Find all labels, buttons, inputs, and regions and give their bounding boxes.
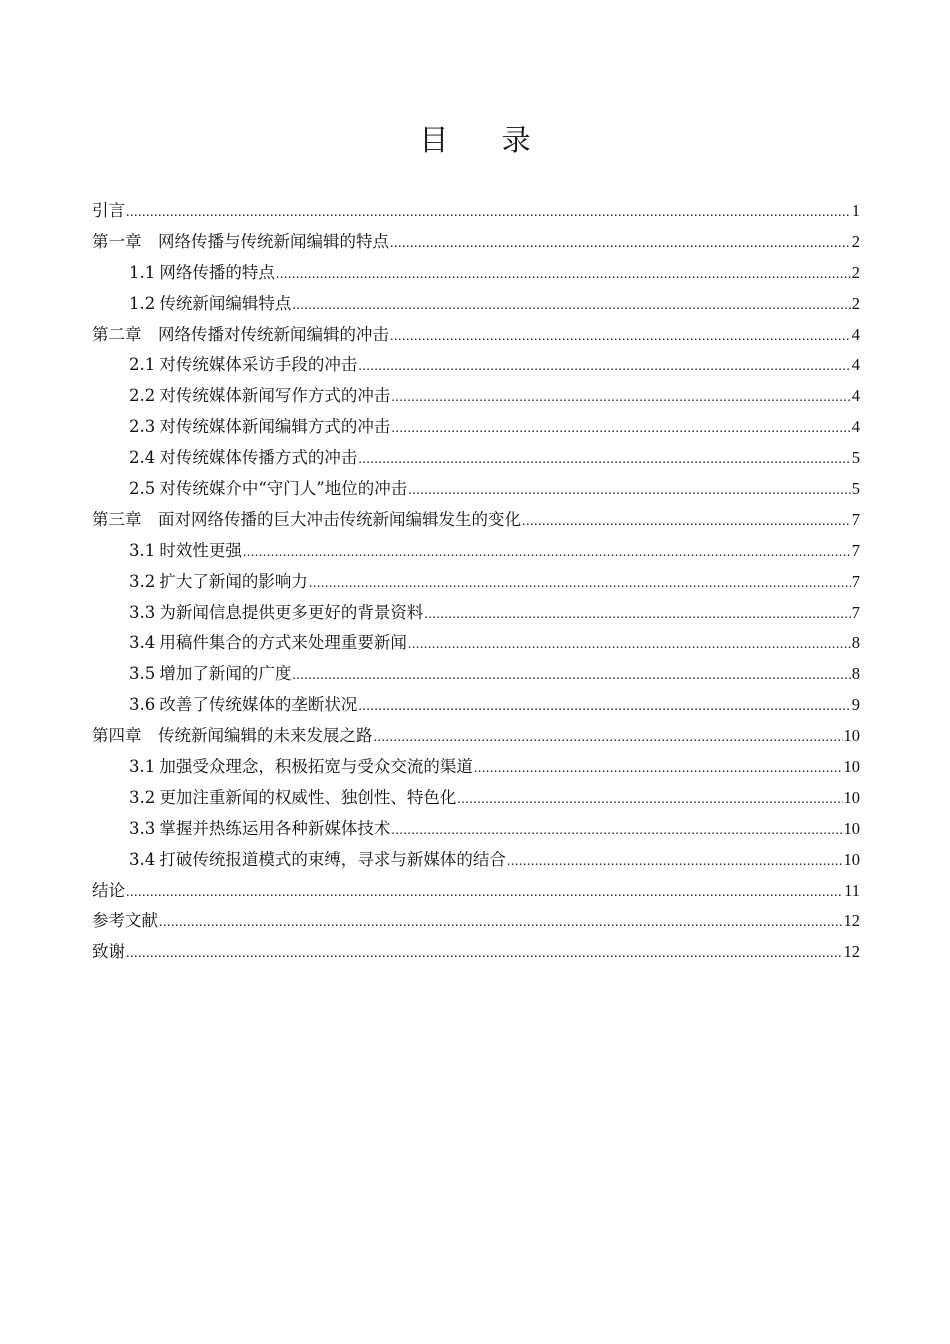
toc-section-number: 3.3 xyxy=(129,818,156,838)
toc-entry-text: 网络传播的特点 xyxy=(159,262,275,282)
toc-entry-text: 加强受众理念，积极拓宽与受众交流的渠道 xyxy=(159,757,473,777)
dot-leader xyxy=(391,414,850,445)
toc-section-entry[interactable] xyxy=(92,845,860,876)
toc-entry-text: 打破传统报道模式的束缚，寻求与新媒体的结合 xyxy=(159,849,506,869)
toc-page-number: 2 xyxy=(851,231,860,251)
toc-section-entry[interactable] xyxy=(92,258,860,289)
toc-section-entry[interactable] xyxy=(92,752,860,783)
toc-entry-text: 为新闻信息提供更多更好的背景资料 xyxy=(159,602,424,622)
toc-entry-text: 扩大了新闻的影响力 xyxy=(159,571,308,591)
dot-leader xyxy=(309,569,851,600)
toc-page-number: 10 xyxy=(843,757,860,777)
dot-leader xyxy=(292,661,850,692)
toc-section-entry[interactable] xyxy=(92,783,860,814)
dot-leader xyxy=(358,692,850,723)
toc-entry-text: 网络传播对传统新闻编辑的冲击 xyxy=(158,324,389,344)
toc-section-entry[interactable] xyxy=(92,598,860,629)
toc-entry-text: 对传统媒体传播方式的冲击 xyxy=(159,448,358,468)
toc-page-number: 8 xyxy=(851,664,860,684)
toc-page-number: 5 xyxy=(851,479,860,499)
dot-leader xyxy=(374,723,843,754)
toc-entry[interactable] xyxy=(92,876,860,907)
toc-section-number: 2.3 xyxy=(129,417,156,437)
toc-section-entry[interactable] xyxy=(92,814,860,845)
toc-entry-text: 掌握并热练运用各种新媒体技术 xyxy=(159,818,391,838)
toc-entry-text: 更加注重新闻的权威性、独创性、特色化 xyxy=(159,787,457,807)
toc-page-number: 8 xyxy=(851,633,860,653)
toc-entry-text: 参考文献 xyxy=(92,911,158,931)
dot-leader xyxy=(474,754,843,785)
toc-section-number: 1.1 xyxy=(129,262,156,282)
dot-leader xyxy=(424,600,850,631)
toc-entry-text: 传统新闻编辑特点 xyxy=(159,293,292,313)
toc-section-number: 2.5 xyxy=(129,479,156,499)
dot-leader xyxy=(243,538,851,569)
toc-section-number: 3.4 xyxy=(129,633,156,653)
dot-leader xyxy=(358,445,850,476)
toc-entry-text: 时效性更强 xyxy=(159,540,242,560)
dot-leader xyxy=(457,785,842,816)
toc-entry-text: 对传统媒体新闻编辑方式的冲击 xyxy=(159,417,391,437)
toc-entry-text: 用稿件集合的方式来处理重要新闻 xyxy=(159,633,407,653)
toc-page-number: 10 xyxy=(843,787,860,807)
toc-page-number: 4 xyxy=(851,417,860,437)
dot-leader xyxy=(126,939,843,970)
dot-leader xyxy=(522,507,851,538)
toc-section-number: 3.3 xyxy=(129,602,156,622)
toc-section-entry[interactable] xyxy=(92,659,860,690)
toc-chapter-entry[interactable] xyxy=(92,320,860,351)
toc-entry[interactable] xyxy=(92,937,860,968)
toc-chapter-entry[interactable] xyxy=(92,505,860,536)
toc-section-entry[interactable] xyxy=(92,443,860,474)
toc-section-entry[interactable] xyxy=(92,412,860,443)
toc-section-number: 3.2 xyxy=(129,571,156,591)
toc-entry-text: 结论 xyxy=(92,880,125,900)
dot-leader xyxy=(358,352,850,383)
toc-page-number: 12 xyxy=(843,911,860,931)
toc-entry-text: 面对网络传播的巨大冲击传统新闻编辑发生的变化 xyxy=(158,509,521,529)
toc-section-number: 2.1 xyxy=(129,355,156,375)
toc-entry[interactable] xyxy=(92,196,860,227)
toc-page-number: 7 xyxy=(851,509,860,529)
toc-page-number: 11 xyxy=(844,880,860,900)
toc-page-number: 10 xyxy=(843,818,860,838)
toc-entry-text: 对传统媒介中“守门人”地位的冲击 xyxy=(159,479,408,499)
toc-page-number: 1 xyxy=(851,201,860,220)
dot-leader xyxy=(276,260,851,291)
toc-chapter-label: 第二章 xyxy=(92,324,142,344)
toc-entry-text: 网络传播与传统新闻编辑的特点 xyxy=(158,231,389,251)
toc-page-number: 2 xyxy=(851,262,860,282)
toc-page-number: 4 xyxy=(851,324,860,344)
toc-page-number: 5 xyxy=(851,448,860,468)
toc-section-number: 3.5 xyxy=(129,664,156,684)
toc-entry-text: 对传统媒体采访手段的冲击 xyxy=(159,355,358,375)
toc-section-number: 2.2 xyxy=(129,386,156,406)
toc-section-number: 3.1 xyxy=(129,757,156,777)
toc-chapter-entry[interactable] xyxy=(92,721,860,752)
dot-leader xyxy=(391,383,850,414)
toc-section-number: 3.1 xyxy=(129,540,156,560)
dot-leader xyxy=(292,291,850,322)
toc-page-number: 7 xyxy=(851,540,860,560)
toc-section-entry[interactable] xyxy=(92,350,860,381)
toc-section-number: 1.2 xyxy=(129,293,156,313)
toc-section-entry[interactable] xyxy=(92,474,860,505)
toc-section-number: 3.6 xyxy=(129,695,156,715)
toc-page-number: 12 xyxy=(843,942,860,962)
toc-section-entry[interactable] xyxy=(92,567,860,598)
toc-page-number: 4 xyxy=(851,355,860,375)
toc-chapter-label: 第三章 xyxy=(92,509,142,529)
dot-leader xyxy=(126,198,851,229)
toc-page-number: 7 xyxy=(851,602,860,622)
toc-section-number: 2.4 xyxy=(129,448,156,468)
dot-leader xyxy=(126,878,843,909)
toc-page-number: 10 xyxy=(843,849,860,869)
toc-entry-text: 改善了传统媒体的垄断状况 xyxy=(159,695,358,715)
toc-entry[interactable] xyxy=(92,906,860,937)
toc-section-entry[interactable] xyxy=(92,628,860,659)
toc-chapter-label: 第一章 xyxy=(92,231,142,251)
toc-page-number: 2 xyxy=(851,293,860,313)
dot-leader xyxy=(391,816,842,847)
dot-leader xyxy=(390,229,851,260)
toc-section-number: 3.4 xyxy=(129,849,156,869)
dot-leader xyxy=(390,322,851,353)
dot-leader xyxy=(408,476,851,507)
toc-title: 目 录 xyxy=(419,123,553,157)
table-of-contents xyxy=(92,196,860,968)
toc-entry-text: 增加了新闻的广度 xyxy=(159,664,292,684)
toc-page-number: 10 xyxy=(843,726,860,746)
dot-leader xyxy=(408,630,851,661)
toc-page-number: 7 xyxy=(851,571,860,591)
toc-section-entry[interactable] xyxy=(92,690,860,721)
toc-entry-text: 对传统媒体新闻写作方式的冲击 xyxy=(159,386,391,406)
toc-entry-text: 引言 xyxy=(92,201,125,220)
toc-section-entry[interactable] xyxy=(92,381,860,412)
toc-chapter-label: 第四章 xyxy=(92,726,142,746)
toc-section-entry[interactable] xyxy=(92,536,860,567)
toc-entry-text: 传统新闻编辑的未来发展之路 xyxy=(158,726,373,746)
toc-page-number: 9 xyxy=(851,695,860,715)
dot-leader xyxy=(159,908,843,939)
toc-entry-text: 致谢 xyxy=(92,942,125,962)
dot-leader xyxy=(507,847,843,878)
toc-chapter-entry[interactable] xyxy=(92,227,860,258)
toc-section-number: 3.2 xyxy=(129,787,156,807)
toc-section-entry[interactable] xyxy=(92,289,860,320)
toc-page-number: 4 xyxy=(851,386,860,406)
